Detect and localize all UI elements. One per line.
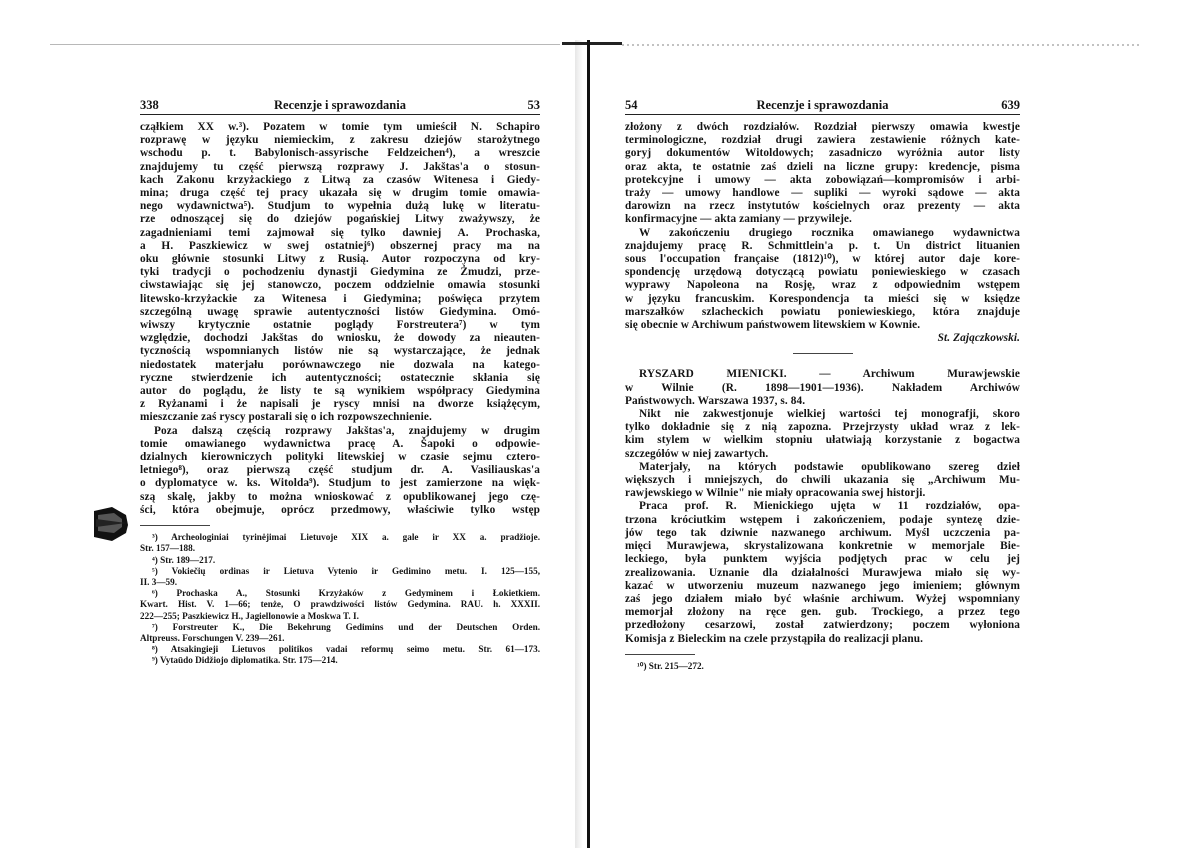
- text-line: litewsko-krzyżackie za Witenesa i Giedymina; poświęca przytem: [140, 292, 540, 305]
- text-line: Komisja z Bieleckim na czele przystąpiła do realizacji planu.: [625, 632, 924, 645]
- text-line: konfirmacyjne — akta zamiany — przywileje.: [625, 213, 852, 226]
- right-page: [625, 98, 1020, 672]
- text-line: tylko dokładnie się z nią zapozna. Przejrzysty układ wraz z lek-: [625, 421, 1020, 434]
- text-line: większych i mniejszych, do chwili ukazania się „Archiwum Mu-: [625, 474, 1020, 487]
- footnote-line: ⁵) Vokiečių ordinas ir Lietuva Vytenio ir Gedimino metu. I. 125—155,: [152, 565, 540, 576]
- left-page-outer-number: 338: [140, 98, 159, 112]
- text-line: marszałków szlacheckich powiatu poniewieskiego, która znajduje: [625, 305, 1020, 318]
- right-page-inner-number: 54: [625, 98, 638, 112]
- right-page-outer-number: 639: [1001, 98, 1020, 112]
- text-line: Materjały, na których podstawie opublikowano szereg dzieł: [639, 460, 1020, 473]
- footnote-line: 222—255; Paszkiewicz H., Jagiellonowie a Moskwa T. I.: [140, 610, 359, 621]
- text-line: Praca prof. R. Mienickiego ujęta w 11 rozdziałów, opa-: [639, 500, 1020, 513]
- text-line: wiwszy krytycznie ostatnie poglądy Forstreutera⁷) w tym: [140, 319, 540, 332]
- text-line: z Ryżanami i że napisali je ryscy mnisi na dworze książęcym,: [140, 398, 540, 411]
- text-line: znajdujemy tu część pierwszą rozprawy J. Jakštas'a o stosun-: [140, 160, 540, 173]
- text-line: znajdujemy pracę R. Schmittlein'a p. t. Un district lituanien: [625, 239, 1020, 252]
- right-page-footnotes: [625, 661, 1020, 672]
- text-line: kazać w utworzeniu muzeum nazwanego jego imieniem; głównym: [625, 579, 1020, 592]
- text-line: szczegółów w niej zawartych.: [625, 447, 769, 460]
- footnote-line: ³) Archeologiniai tyrinėjimai Lietuvoje XIX a. gale ir XX a. pradžioje.: [152, 532, 540, 543]
- text-line: względzie, dochodzi Jakštas do wniosku, że dowody za nieauten-: [140, 332, 540, 345]
- text-line: spondencję urzędową dotyczącą powiatu poniewieskiego w czasach: [625, 266, 1020, 279]
- right-page-body: [625, 121, 1020, 646]
- text-line: o dyplomatyce w. ks. Witolda⁹). Studjum to jest zamierzone na więk-: [140, 477, 540, 490]
- text-line: szczególną uwagę sprawie autentyczności listów Giedymina. Omó-: [140, 305, 540, 318]
- footnote-rule: [625, 654, 695, 655]
- text-line: oku głównie stosunki Litwy z Rusią. Autor rozpoczyna od kry-: [140, 253, 540, 266]
- text-line: nego wydawnictwa⁵). Studjum to wypełnia dużą lukę w literatu-: [140, 200, 540, 213]
- text-line: kach Zakonu krzyżackiego z Litwą za czasów Witenesa i Giedy-: [140, 173, 540, 186]
- left-page-body: [140, 121, 540, 517]
- text-line: tycznością wspomnianych listów nie są wystarczające, że jednak: [140, 345, 540, 358]
- review-heading-line: Państwowych. Warszawa 1937, s. 84.: [625, 394, 806, 407]
- review-heading-line: w Wilnie (R. 1898—1901—1936). Nakładem Archiwów: [625, 381, 1020, 394]
- footnote-line: Kwart. Hist. V. 1—66; tenże, O prawdziwości listów Gedymina. RAU. h. XXXII.: [140, 599, 540, 610]
- binding-clip-icon: [92, 497, 132, 549]
- text-line: trzona króciutkim wstępem i zakończeniem, podaje syntezę dzie-: [625, 513, 1020, 526]
- text-line: dzialnych kierowniczych polityki litewskiej w czasie sejmu cztero-: [140, 451, 540, 464]
- text-line: wschodu p. t. Babylonisch-assyrische Feldzeichen⁴), a wreszcie: [140, 147, 540, 160]
- text-line: ciwstawiając się jej stanowczo, poczem oddzielnie omawia stosunki: [140, 279, 540, 292]
- text-line: rawjewskiego w Wilnie" nie miały opracowania swej historji.: [625, 487, 926, 500]
- footnote-line: ⁷) Forstreuter K., Die Bekehrung Gedimins und der Deutschen Orden.: [152, 621, 540, 632]
- footnote-line: ⁶) Prochaska A., Stosunki Krzyżaków z Gedyminem i Łokietkiem.: [152, 588, 540, 599]
- left-page-footnotes: [140, 532, 540, 666]
- text-line: przedłożony cesarzowi, został zatwierdzony; poczem wyłoniona: [625, 619, 1020, 632]
- left-page: [140, 98, 540, 667]
- page-edge-top-right: [622, 44, 1142, 46]
- left-page-header: [140, 98, 540, 115]
- text-line: jów tego tak dziwnie nazwanego archiwum. Myśl uczczenia pa-: [625, 526, 1020, 539]
- text-line: oraz akta, te ostatnie zaś dzieli na liczne grupy: kredencje, pisma: [625, 160, 1020, 173]
- page-edge-top-left: [50, 44, 560, 45]
- review-heading-line: RYSZARD MIENICKI. — Archiwum Murawjewskie: [639, 368, 1020, 381]
- text-line: darowizn na rzecz instytutów kościelnych oraz prezenty — akta: [625, 200, 1020, 213]
- right-page-header: [625, 98, 1020, 115]
- text-line: letniego⁸), oraz pierwszą część studjum dr. A. Vasiliauskas'a: [140, 464, 540, 477]
- text-line: Nikt nie zakwestjonuje wielkiej wartości tej monografji, skoro: [639, 408, 1020, 421]
- text-line: rozprawę w języku niemieckim, z zakresu dziejów starożytnego: [140, 134, 540, 147]
- text-line: tomie omawianego wydawnictwa pracę A. Šapoki o odpowie-: [140, 437, 540, 450]
- footnote-line: ⁹) Vytaūdo Didžiojo diplomatika. Str. 175—214.: [152, 655, 338, 666]
- footnote-line: ⁸) Atsakingieji Lietuvos politikos vadai reformų seimo metu. Str. 61—173.: [152, 644, 540, 655]
- footnote-rule: [140, 525, 210, 526]
- right-page-running-title: Recenzje i sprawozdania: [756, 98, 889, 112]
- footnote-line: ⁴) Str. 189—217.: [152, 554, 216, 565]
- text-line: cząłkiem XX w.³). Pozatem w tomie tym umieścił N. Schapiro: [140, 121, 540, 133]
- text-line: niedostatek materjału porównawczego nie dozwala na katego-: [140, 358, 540, 371]
- text-line: goryj dokumentów Witoldowych; zasadniczo wyróżnia autor listy: [625, 147, 1020, 160]
- text-line: się obecnie w Archiwum państwowem litewskiem w Kownie.: [625, 319, 921, 332]
- review-signature: St. Zajączkowski.: [937, 332, 1020, 345]
- text-line: traży — umowy handlowe — supliki — wyroki sądowe — akta: [625, 187, 1020, 200]
- text-line: memorjał złożony na ręce gen. gub. Trockiego, a przez tego: [625, 606, 1020, 619]
- text-line: W zakończeniu drugiego rocznika omawianego wydawnictwa: [639, 226, 1020, 239]
- footnote-line: Altpreuss. Forschungen V. 239—261.: [140, 632, 285, 643]
- text-line: kim stylem w wielkim stopniu ułatwiają korzystanie z bogactwa: [625, 434, 1020, 447]
- text-line: zaś jego działem miało być właśnie archiwum. Wyżej wspomniany: [625, 592, 1020, 605]
- text-line: ryczne stwierdzenie ich autentyczności; ostatecznie skłania się: [140, 371, 540, 384]
- text-line: a H. Paszkiewicz w swej ostatniej⁶) obszernej pracy ma na: [140, 239, 540, 252]
- text-line: Poza dalszą częścią rozprawy Jakštas'a, znajdujemy w drugim: [154, 424, 540, 437]
- book-spine: [587, 40, 590, 848]
- text-line: szą skalę, jakby to można wnioskować z opublikowanej jego czę-: [140, 490, 540, 503]
- text-line: leckiego, była punktem wyjścia podjętych prac w celu jej: [625, 553, 1020, 566]
- text-line: mieszczanie zaś ryscy postarali się o ich rozpowszechnienie.: [140, 411, 432, 424]
- section-divider: [793, 353, 853, 354]
- text-line: złożony z dwóch rozdziałów. Rozdział pierwszy omawia kwestje: [625, 121, 1020, 133]
- text-line: sous l'occupation française (1812)¹⁰), w której autor daje kore-: [625, 253, 1020, 266]
- text-line: autor do poglądu, że listy te są wynikiem współpracy Giedymina: [140, 385, 540, 398]
- text-line: terminologiczne, rozdział drugi zawiera zestawienie różnych kate-: [625, 134, 1020, 147]
- text-line: zrealizowania. Uznanie dla działalności Murawjewa miało się wy-: [625, 566, 1020, 579]
- footnote-line: II. 3—59.: [140, 576, 178, 587]
- text-line: w języku francuskim. Korespondencja ta mieści się w księdze: [625, 292, 1020, 305]
- text-line: mina; druga część tej pracy ukazała się w drugim tomie omawia-: [140, 187, 540, 200]
- footnote-line: ¹⁰) Str. 215—272.: [637, 660, 704, 671]
- text-line: zagadnieniami temi zajmował się tylko dawniej A. Prochaska,: [140, 226, 540, 239]
- footnote-line: Str. 157—188.: [140, 543, 196, 554]
- text-line: wyprawy Napoleona na Rosję, wraz z odpowiednim wstępem: [625, 279, 1020, 292]
- text-line: protekcyjne i umowy — akta zobowiązań—kompromisów i arbi-: [625, 173, 1020, 186]
- text-line: rze odnoszącej się do dziejów pogańskiej Litwy zważywszy, że: [140, 213, 540, 226]
- text-line: tyki tradycji o pochodzeniu dynastji Giedymina ze Żmudzi, prze-: [140, 266, 540, 279]
- text-line: mięci Murawjewa, skrystalizowana konkretnie w memorjale Bie-: [625, 540, 1020, 553]
- spine-top-edge: [562, 42, 622, 45]
- text-line: ści, która obejmuje, oprócz przedmowy, właściwie tylko wstęp: [140, 503, 540, 516]
- left-page-running-title: Recenzje i sprawozdania: [274, 98, 406, 112]
- left-page-inner-number: 53: [527, 98, 540, 112]
- gutter-shadow: [575, 40, 583, 848]
